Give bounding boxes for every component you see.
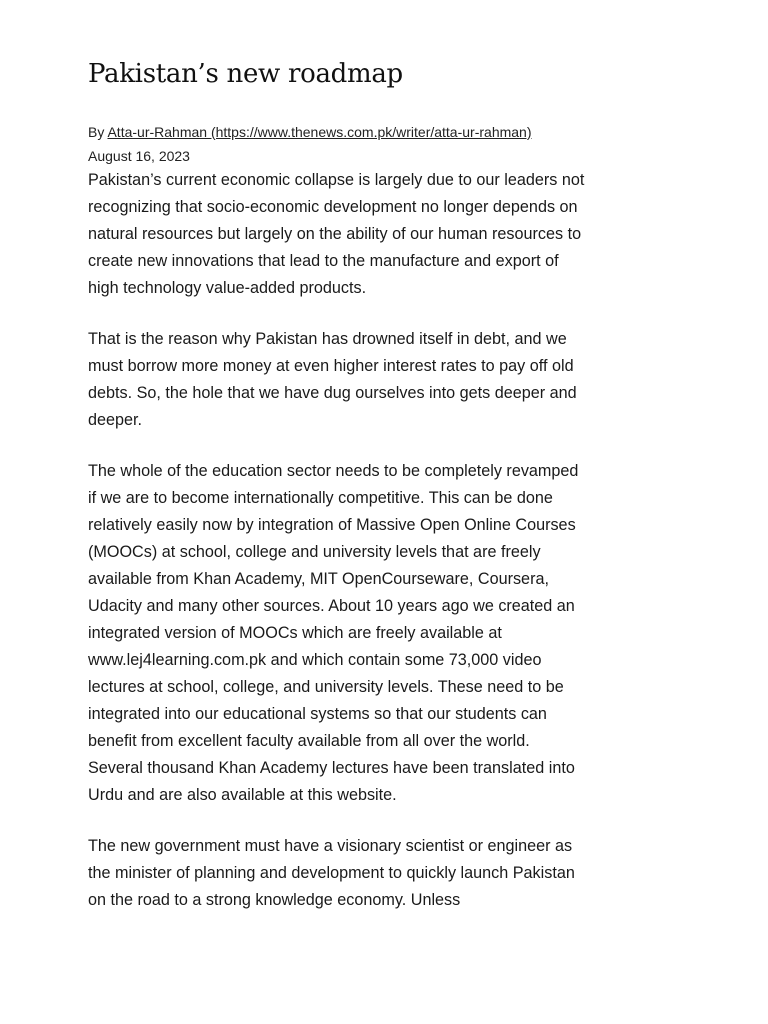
paragraph-3: The whole of the education sector needs to be completely revamped if we are to become internationally competitive. This can be done relatively easily now by integration of Massive Open Online Courses (MOOCs) at school, college and university levels that are freely available from Khan Academy, MIT OpenCourseware, Coursera, Udacity and many other sources. About 10 years ago we created an integrated version of MOOCs which are freely available at www.lej4learning.com.pk and which contain some 73,000 video lectures at school, college, and university levels. These need to be integrated into our educational systems so that our students can benefit from excellent faculty available from all over the world. Several thousand Khan Academy lectures have been translated into Urdu and are also available at this website.	[88, 462, 579, 804]
byline-prefix: By	[88, 124, 108, 140]
article-body	[88, 167, 588, 938]
byline	[88, 121, 608, 167]
paragraph-1: Pakistan’s current economic collapse is largely due to our leaders not recognizing that socio-economic development no longer depends on natural resources but largely on the ability of our human resources to create new innovations that lead to the manufacture and export of high technology value-added products.	[88, 171, 585, 297]
article-title: Pakistan’s new roadmap	[88, 59, 403, 89]
paragraph-4: The new government must have a visionary scientist or engineer as the minister of planning and development to quickly launch Pakistan on the road to a strong knowledge economy. Unless	[88, 837, 575, 909]
paragraph-2: That is the reason why Pakistan has drowned itself in debt, and we must borrow more money at even higher interest rates to pay off old debts. So, the hole that we have dug ourselves into gets deeper and deeper.	[88, 330, 577, 429]
author-link[interactable]: Atta-ur-Rahman (https://www.thenews.com.pk/writer/atta-ur-rahman)	[107, 124, 532, 140]
publish-date: August 16, 2023	[88, 148, 190, 164]
